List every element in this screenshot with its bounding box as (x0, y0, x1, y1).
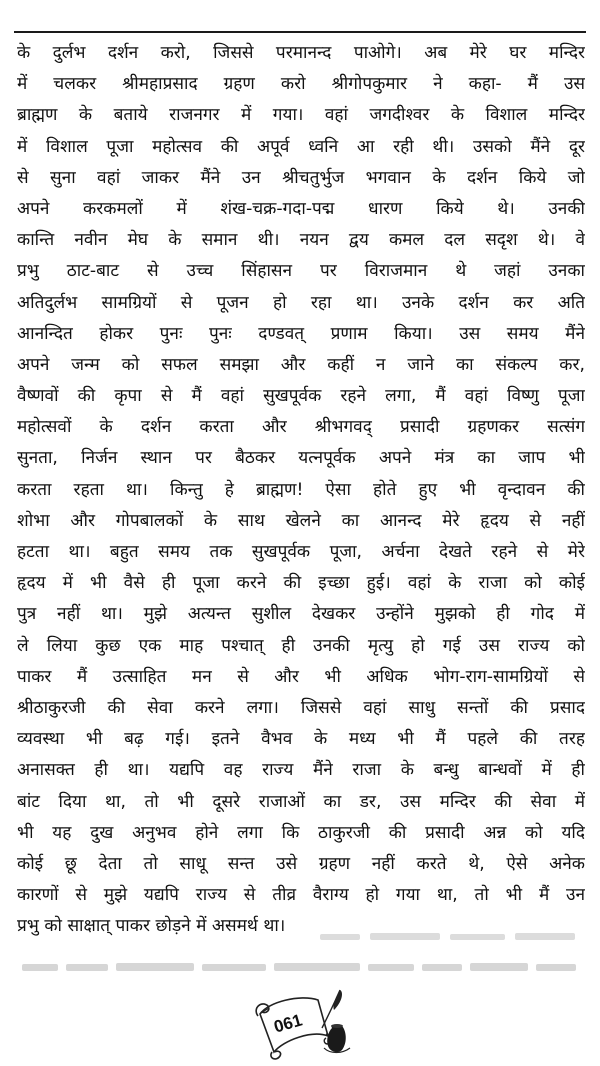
text-line: पुत्र नहीं था। मुझे अत्यन्त सुशील देखकर उन्होंने मुझको ही गोद में (17, 604, 585, 625)
text-line: ब्राह्मण के बताये राजनगर में गया। वहां जगदीश्वर के विशाल मन्दिर (17, 105, 585, 126)
text-line: कारणों से मुझे यद्यपि राज्य से तीव्र वैराग्य हो गया था, तो भी मैं उन (17, 885, 585, 906)
text-line: अपने करकमलों में शंख-चक्र-गदा-पद्म धारण किये थे। उनकी (17, 198, 585, 219)
page-number: 061 (271, 1010, 305, 1037)
body-paragraph (17, 38, 585, 942)
text-line: श्रीठाकुरजी की सेवा करने लगा। जिससे वहां साधु सन्तों की प्रसाद (17, 697, 585, 718)
header-rule (14, 31, 586, 33)
text-line: हृदय में भी वैसे ही पूजा करने की इच्छा हुई। वहां के राजा को कोई (17, 573, 585, 594)
text-line: सुनता, निर्जन स्थान पर बैठकर यत्नपूर्वक अपने मंत्र का जाप भी (17, 448, 585, 469)
text-line: महोत्सवों के दर्शन करता और श्रीभगवद् प्रसादी ग्रहणकर सत्संग (17, 417, 585, 438)
text-line: आनन्दित होकर पुनः पुनः दण्डवत् प्रणाम किया। उस समय मैंने (17, 323, 585, 344)
text-line: शोभा और गोपबालकों के साथ खेलने का आनन्द मेरे हृदय से नहीं (17, 510, 585, 531)
text-line: हटता था। बहुत समय तक सुखपूर्वक पूजा, अर्चना देखते रहने से मेरे (17, 542, 585, 562)
text-line: बांट दिया था, तो भी दूसरे राजाओं का डर, उस मन्दिर की सेवा में (17, 791, 585, 812)
text-line: अतिदुर्लभ सामग्रियों से पूजन हो रहा था। उनके दर्शन कर अति (17, 292, 585, 313)
text-line: अपने जन्म को सफल समझा और कहीं न जाने का संकल्प कर, (17, 354, 585, 375)
text-line: प्रभु ठाट-बाट से उच्च सिंहासन पर विराजमान थे जहां उनका (17, 261, 585, 282)
text-line: वैष्णवों की कृपा से मैं वहां सुखपूर्वक रहने लगा, मैं वहां विष्णु पूजा (17, 386, 585, 407)
text-line: पाकर मैं उत्साहित मन से और भी अधिक भोग-राग-सामग्रियों से (17, 666, 585, 687)
text-line: में चलकर श्रीमहाप्रसाद ग्रहण करो श्रीगोपकुमार ने कहा- मैं उस (17, 74, 585, 95)
bleed-through-text (20, 960, 580, 980)
text-line: भी यह दुख अनुभव होने लगा कि ठाकुरजी की प्रसादी अन्न को यदि (17, 822, 585, 843)
text-line: अनासक्त ही था। यद्यपि वह राज्य मैंने राजा के बन्धु बान्धवों में ही (17, 760, 585, 781)
text-line: में विशाल पूजा महोत्सव की अपूर्व ध्वनि आ रही थी। उसको मैंने दूर (17, 136, 585, 157)
text-line: करता रहता था। किन्तु हे ब्राह्मण! ऐसा होते हुए भी वृन्दावन की (17, 479, 585, 500)
text-line: ले लिया कुछ एक माह पश्चात् ही उनकी मृत्यु हो गई उस राज्य को (17, 635, 585, 656)
text-line: से सुना वहां जाकर मैंने उन श्रीचतुर्भुज भगवान के दर्शन किये जो (17, 167, 585, 188)
text-line: कान्ति नवीन मेघ के समान थी। नयन द्वय कमल दल सदृश थे। वे (17, 230, 585, 251)
text-line: के दुर्लभ दर्शन करो, जिससे परमानन्द पाओगे। अब मेरे घर मन्दिर (17, 43, 585, 63)
bleed-through-text (20, 930, 580, 948)
text-line: प्रभु को साक्षात् पाकर छोड़ने में असमर्थ था। (17, 916, 286, 937)
page-number-scroll (238, 984, 362, 1062)
text-line: व्यवस्था भी बढ़ गई। इतने वैभव के मध्य भी मैं पहले की तरह (17, 729, 585, 750)
text-line: कोई छू देता तो साधू सन्त उसे ग्रहण नहीं करते थे, ऐसे अनेक (17, 853, 585, 874)
